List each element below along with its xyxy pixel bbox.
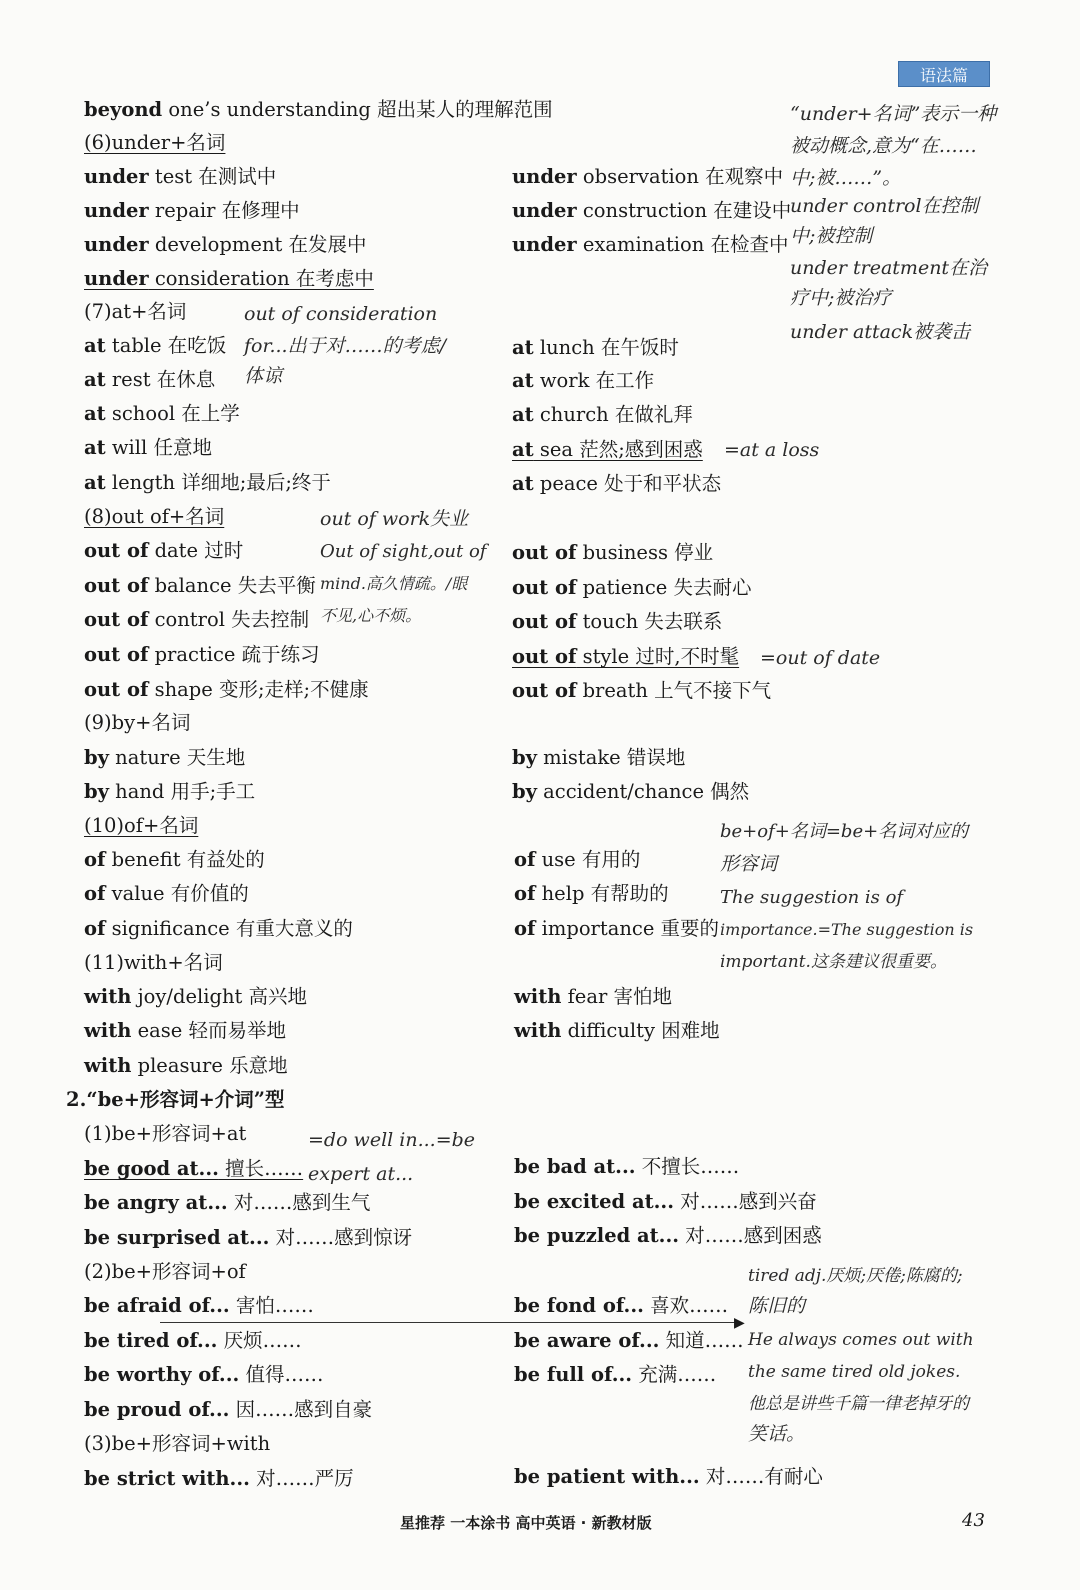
entry-line: under observation 在观察中	[512, 165, 784, 188]
subheading: (11)with+名词	[84, 951, 223, 974]
entry-line: at table 在吃饭	[84, 334, 227, 357]
handwritten-note: 他总是讲些千篇一律老掉牙的	[748, 1394, 969, 1414]
handwritten-note: tired adj.厌烦;厌倦;陈腐的;	[748, 1266, 963, 1286]
entry-line: with fear 害怕地	[514, 985, 672, 1008]
entry-line: under consideration 在考虑中	[84, 267, 374, 290]
handwritten-note: importance.=The suggestion is	[720, 920, 974, 939]
handwritten-note: 被动概念,意为“在……	[790, 135, 977, 157]
entry-line: out of shape 变形;走样;不健康	[84, 678, 369, 701]
entry-line: of benefit 有益处的	[84, 848, 265, 871]
handwritten-note: out of work失业	[320, 508, 469, 530]
handwritten-note: under control在控制	[790, 195, 979, 217]
entry-line: at rest 在休息	[84, 368, 216, 391]
entry-line: at will 任意地	[84, 436, 212, 459]
entry-line: of value 有价值的	[84, 882, 249, 905]
entry-line: out of business 停业	[512, 541, 714, 564]
entry-line: be good at... 擅长……	[84, 1157, 304, 1180]
handwritten-note: 笑话。	[748, 1423, 806, 1445]
entry-line: under development 在发展中	[84, 233, 367, 256]
entry-line: be surprised at... 对……感到惊讶	[84, 1226, 413, 1249]
entry-line: out of control 失去控制	[84, 608, 310, 631]
handwritten-note: under treatment在治	[790, 257, 988, 279]
handwritten-note: be+of+名词=be+名词对应的	[720, 821, 969, 842]
entry-line: be worthy of... 值得……	[84, 1363, 324, 1386]
entry-line: be fond of... 喜欢……	[514, 1294, 729, 1317]
annotation-arrow-line	[160, 1322, 740, 1323]
entry-line: of use 有用的	[514, 848, 641, 871]
handwritten-note: =out of date	[760, 647, 881, 669]
entry-line: of help 有帮助的	[514, 882, 669, 905]
section-heading: 2.“be+形容词+介词”型	[66, 1088, 285, 1111]
entry-line: with joy/delight 高兴地	[84, 985, 308, 1008]
handwritten-note: He always comes out with	[748, 1330, 974, 1350]
handwritten-note: Out of sight,out of	[320, 541, 487, 562]
footer-title: 星推荐 一本涂书 高中英语 · 新教材版	[400, 1514, 652, 1532]
handwritten-note: The suggestion is of	[720, 887, 904, 908]
entry-line: be angry at... 对……感到生气	[84, 1191, 371, 1214]
entry-line: be full of... 充满……	[514, 1363, 717, 1386]
handwritten-note: =at a loss	[724, 439, 820, 461]
handwritten-note: 形容词	[720, 853, 778, 875]
entry-line: under repair 在修理中	[84, 199, 300, 222]
entry-line: at school 在上学	[84, 402, 240, 425]
entry-line: at peace 处于和平状态	[512, 472, 722, 495]
entry-line: by nature 天生地	[84, 746, 246, 769]
arrow-head-icon: ▶	[734, 1315, 745, 1331]
entry-line: out of breath 上气不接下气	[512, 679, 772, 702]
entry-line: out of practice 疏于练习	[84, 643, 320, 666]
handwritten-note: under attack被袭击	[790, 321, 971, 343]
subheading: (7)at+名词	[84, 300, 187, 323]
entry-line: be puzzled at... 对……感到困惑	[514, 1224, 822, 1247]
handwritten-note: 陈旧的	[748, 1295, 806, 1317]
handwritten-note: out of consideration	[244, 303, 438, 325]
entry-line: at work 在工作	[512, 369, 655, 392]
handwritten-note: 中;被控制	[790, 225, 873, 247]
handwritten-note: the same tired old jokes.	[748, 1362, 961, 1382]
subheading: (3)be+形容词+with	[84, 1432, 271, 1455]
subheading: (9)by+名词	[84, 711, 191, 734]
subheading: (8)out of+名词	[84, 505, 225, 528]
subheading: (10)of+名词	[84, 814, 199, 837]
entry-line: beyond one’s understanding 超出某人的理解范围	[84, 98, 553, 121]
subheading: (6)under+名词	[84, 131, 226, 154]
entry-line: with difficulty 困难地	[514, 1019, 720, 1042]
entry-line: at church 在做礼拜	[512, 403, 693, 426]
entry-line: out of balance 失去平衡	[84, 574, 316, 597]
handwritten-note: expert at...	[308, 1163, 414, 1185]
entry-line: out of touch 失去联系	[512, 610, 723, 633]
entry-line: out of patience 失去耐心	[512, 576, 752, 599]
entry-line: by hand 用手;手工	[84, 780, 256, 803]
entry-line: by mistake 错误地	[512, 746, 686, 769]
entry-line: be aware of... 知道……	[514, 1329, 744, 1352]
section-tag: 语法篇	[898, 61, 990, 87]
entry-line: be afraid of... 害怕……	[84, 1294, 314, 1317]
entry-line: at lunch 在午饭时	[512, 336, 679, 359]
entry-line: with pleasure 乐意地	[84, 1054, 288, 1077]
handwritten-note: 疗中;被治疗	[790, 287, 892, 309]
entry-line: at sea 茫然;感到困惑	[512, 438, 703, 461]
entry-line: under test 在测试中	[84, 165, 277, 188]
entry-line: be patient with... 对……有耐心	[514, 1465, 823, 1488]
entry-line: of significance 有重大意义的	[84, 917, 353, 940]
entry-line: under construction 在建设中	[512, 199, 792, 222]
handwritten-note: =do well in...=be	[308, 1129, 476, 1151]
handwritten-note: 中;被……”。	[790, 167, 902, 189]
entry-line: be bad at... 不擅长……	[514, 1155, 740, 1178]
entry-line: be proud of... 因……感到自豪	[84, 1398, 373, 1421]
entry-line: out of date 过时	[84, 539, 244, 562]
subheading: (1)be+形容词+at	[84, 1122, 247, 1145]
handwritten-note: 不见,心不烦。	[320, 606, 422, 625]
entry-line: at length 详细地;最后;终于	[84, 471, 331, 494]
page-number: 43	[962, 1510, 985, 1531]
entry-line: under examination 在检查中	[512, 233, 789, 256]
entry-line: of importance 重要的	[514, 917, 720, 940]
handwritten-note: “under+名词”表示一种	[790, 103, 997, 125]
handwritten-note: important.这条建议很重要。	[720, 952, 947, 972]
entry-line: by accident/chance 偶然	[512, 780, 750, 803]
handwritten-note: for...出于对……的考虑/	[244, 335, 446, 357]
handwritten-note: mind.高久情疏。/眼	[320, 574, 468, 593]
subheading: (2)be+形容词+of	[84, 1260, 246, 1283]
entry-line: be strict with... 对……严厉	[84, 1467, 354, 1490]
entry-line: be tired of... 厌烦……	[84, 1329, 302, 1352]
entry-line: be excited at... 对……感到兴奋	[514, 1190, 817, 1213]
entry-line: out of style 过时,不时髦	[512, 645, 740, 668]
entry-line: with ease 轻而易举地	[84, 1019, 287, 1042]
handwritten-note: 体谅	[244, 365, 283, 387]
